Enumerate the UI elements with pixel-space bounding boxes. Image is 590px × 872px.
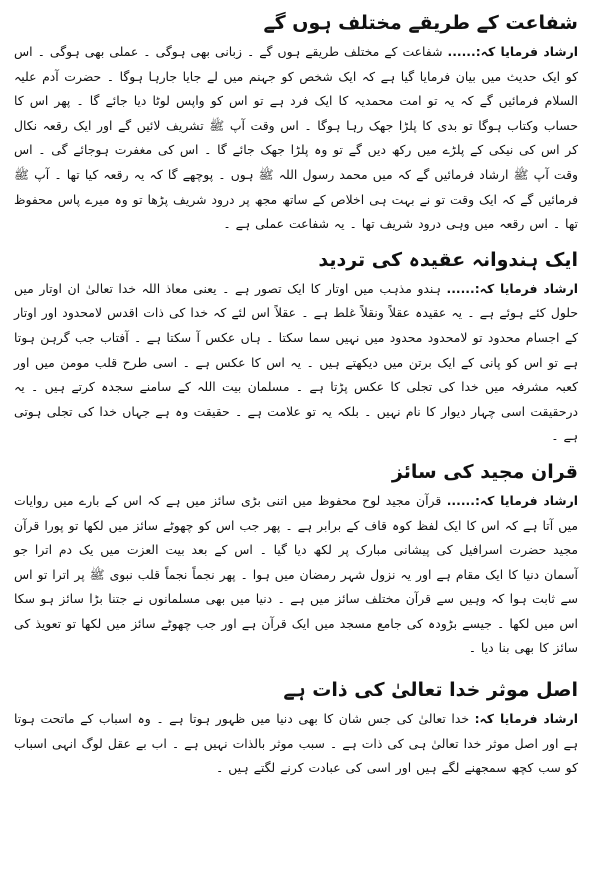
section-heading: قران مجید کی سائز xyxy=(391,460,578,483)
section-real-cause xyxy=(14,675,578,781)
paragraph-lead: ارشاد فرمایا کہ: xyxy=(474,711,578,727)
section-quran-size xyxy=(14,457,578,661)
paragraph-body: خدا تعالیٰ کی جس شان کا بھی دنیا میں ظہور ہوتا ہے ۔ وہ اسباب کے ماتحت ہوتا ہے اور اصل موثر خدا تعالیٰ ہی کی ذات ہے ۔ سبب موثر بالذات نہیں ہے ۔ اب بے عقل لوگ انہی اسباب کو سب کچھ سمجھنے لگے ہیں اور اسی کی عبادت کرنے لگتے ہیں ۔ xyxy=(14,711,578,776)
paragraph-lead: ارشاد فرمایا کہ:...... xyxy=(446,492,578,508)
section-paragraph xyxy=(14,277,578,449)
section-heading: ایک ہندوانہ عقیدہ کی تردید xyxy=(318,248,578,271)
section-intercession xyxy=(14,8,578,237)
paragraph-lead: ارشاد فرمایا کہ:...... xyxy=(446,280,578,296)
paragraph-body: ہندو مذہب میں اوتار کا ایک تصور ہے ۔ یعنی معاذ اللہ خدا تعالیٰ ان اوتار میں حلول کئے ہوئے ہے ۔ یہ عقیدہ عقلاً ونقلاً غلط ہے ۔ عقلاً اس لئے کہ خدا کی ذات اقدس لامحدود اور اوتار کے اجسام محدود تو لامحدود محدود میں نہیں سما سکتا ۔ ہاں عکس آ سکتا ہے ۔ آفتاب جب گرہن ہوتا ہے تو اس کو پانی کے ایک برتن میں دیکھتے ہیں ۔ یہ اس کا عکس ہے ۔ اسی طرح قلب مومن میں اور کعبہ مشرفہ میں خدا کی تجلی کا عکس پڑتا ہے ۔ مسلمان بیت اللہ کے سامنے سجدہ کرتے ہیں ۔ یہ درحقیقت اسی چہار دیوار کا نام نہیں ۔ بلکہ یہ تو علامت ہے ۔ حقیقت وہ ہے جہاں خدا کی تجلی ہوتی ہے ۔ xyxy=(14,280,578,444)
section-heading: شفاعت کے طریقے مختلف ہوں گے xyxy=(263,12,578,34)
paragraph-body: قرآن مجید لوح محفوظ میں اتنی بڑی سائز میں ہے کہ اس کے بارے میں روایات میں آتا ہے کہ اس کا ایک لفظ کوہ قاف کے برابر ہے ۔ پھر جب اس کو چھوٹے سائز میں لکھا تو پورا قرآن مجید حضرت اسرافیل کی پیشانی مبارک پر لکھ دیا گیا ۔ اس کے بعد بیت العزت میں یک دم اترا جو آسمان دنیا کا ایک مقام ہے اور یہ نزول شہر رمضان میں ہوا ۔ پھر نجماً نجماً قلب نبوی ﷺ پر اترا تو اس سے ثابت ہوا کہ وہیں سے قرآن مختلف سائز میں ہے ۔ دنیا میں بھی مسلمانوں نے جتنا بڑا سائز ہو سکا اس میں لکھا ۔ جیسے بڑودہ کی جامع مسجد میں ایک قرآن ہے اور جب چھوٹے سائز میں لکھا تو تعویذ کی سائز کا بھی بنا دیا ۔ xyxy=(14,492,578,656)
section-paragraph xyxy=(14,40,578,237)
section-refutation xyxy=(14,245,578,449)
section-heading: اصل موثر خدا تعالیٰ کی ذات ہے xyxy=(283,679,578,702)
paragraph-lead: ارشاد فرمایا کہ:...... xyxy=(447,44,578,59)
section-paragraph xyxy=(14,707,578,781)
section-paragraph xyxy=(14,489,578,661)
paragraph-body: شفاعت کے مختلف طریقے ہوں گے ۔ زبانی بھی ہوگی ۔ عملی بھی ہوگی ۔ اس کو ایک حدیث میں بیان فرمایا گیا ہے کہ ایک شخص کو جہنم میں لے جایا جارہا ہوگا ۔ حضرت آدم علیہ السلام فرمائیں گے کہ یہ تو امت محمدیہ کا ایک فرد ہے تو اس کو واپس لوٹا دیا جائے گا ۔ پھر اس کا حساب وکتاب ہوگا تو بدی کا پلڑا جھک رہا ہوگا ۔ اس وقت آپ ﷺ تشریف لائیں گے اور ایک رقعہ نکال کر اس کی نیکی کے پلڑے میں رکھ دیں گے تو وہ پلڑا جھک جائے گا ۔ اس کی مغفرت ہوجائے گی ۔ اس وقت آپ ﷺ ارشاد فرمائیں گے کہ میں محمد رسول اللہ ﷺ ہوں ۔ پوچھے گا کہ یہ رقعہ کیا تھا ۔ آپ ﷺ فرمائیں گے کہ ایک وقت تو نے بہت ہی اخلاص کے ساتھ مجھ پر درود شریف پڑھا تو وہ میرے پاس محفوظ تھا ۔ اس رقعہ میں وہی درود شریف تھا ۔ یہ شفاعت عملی ہے ۔ xyxy=(14,44,578,232)
